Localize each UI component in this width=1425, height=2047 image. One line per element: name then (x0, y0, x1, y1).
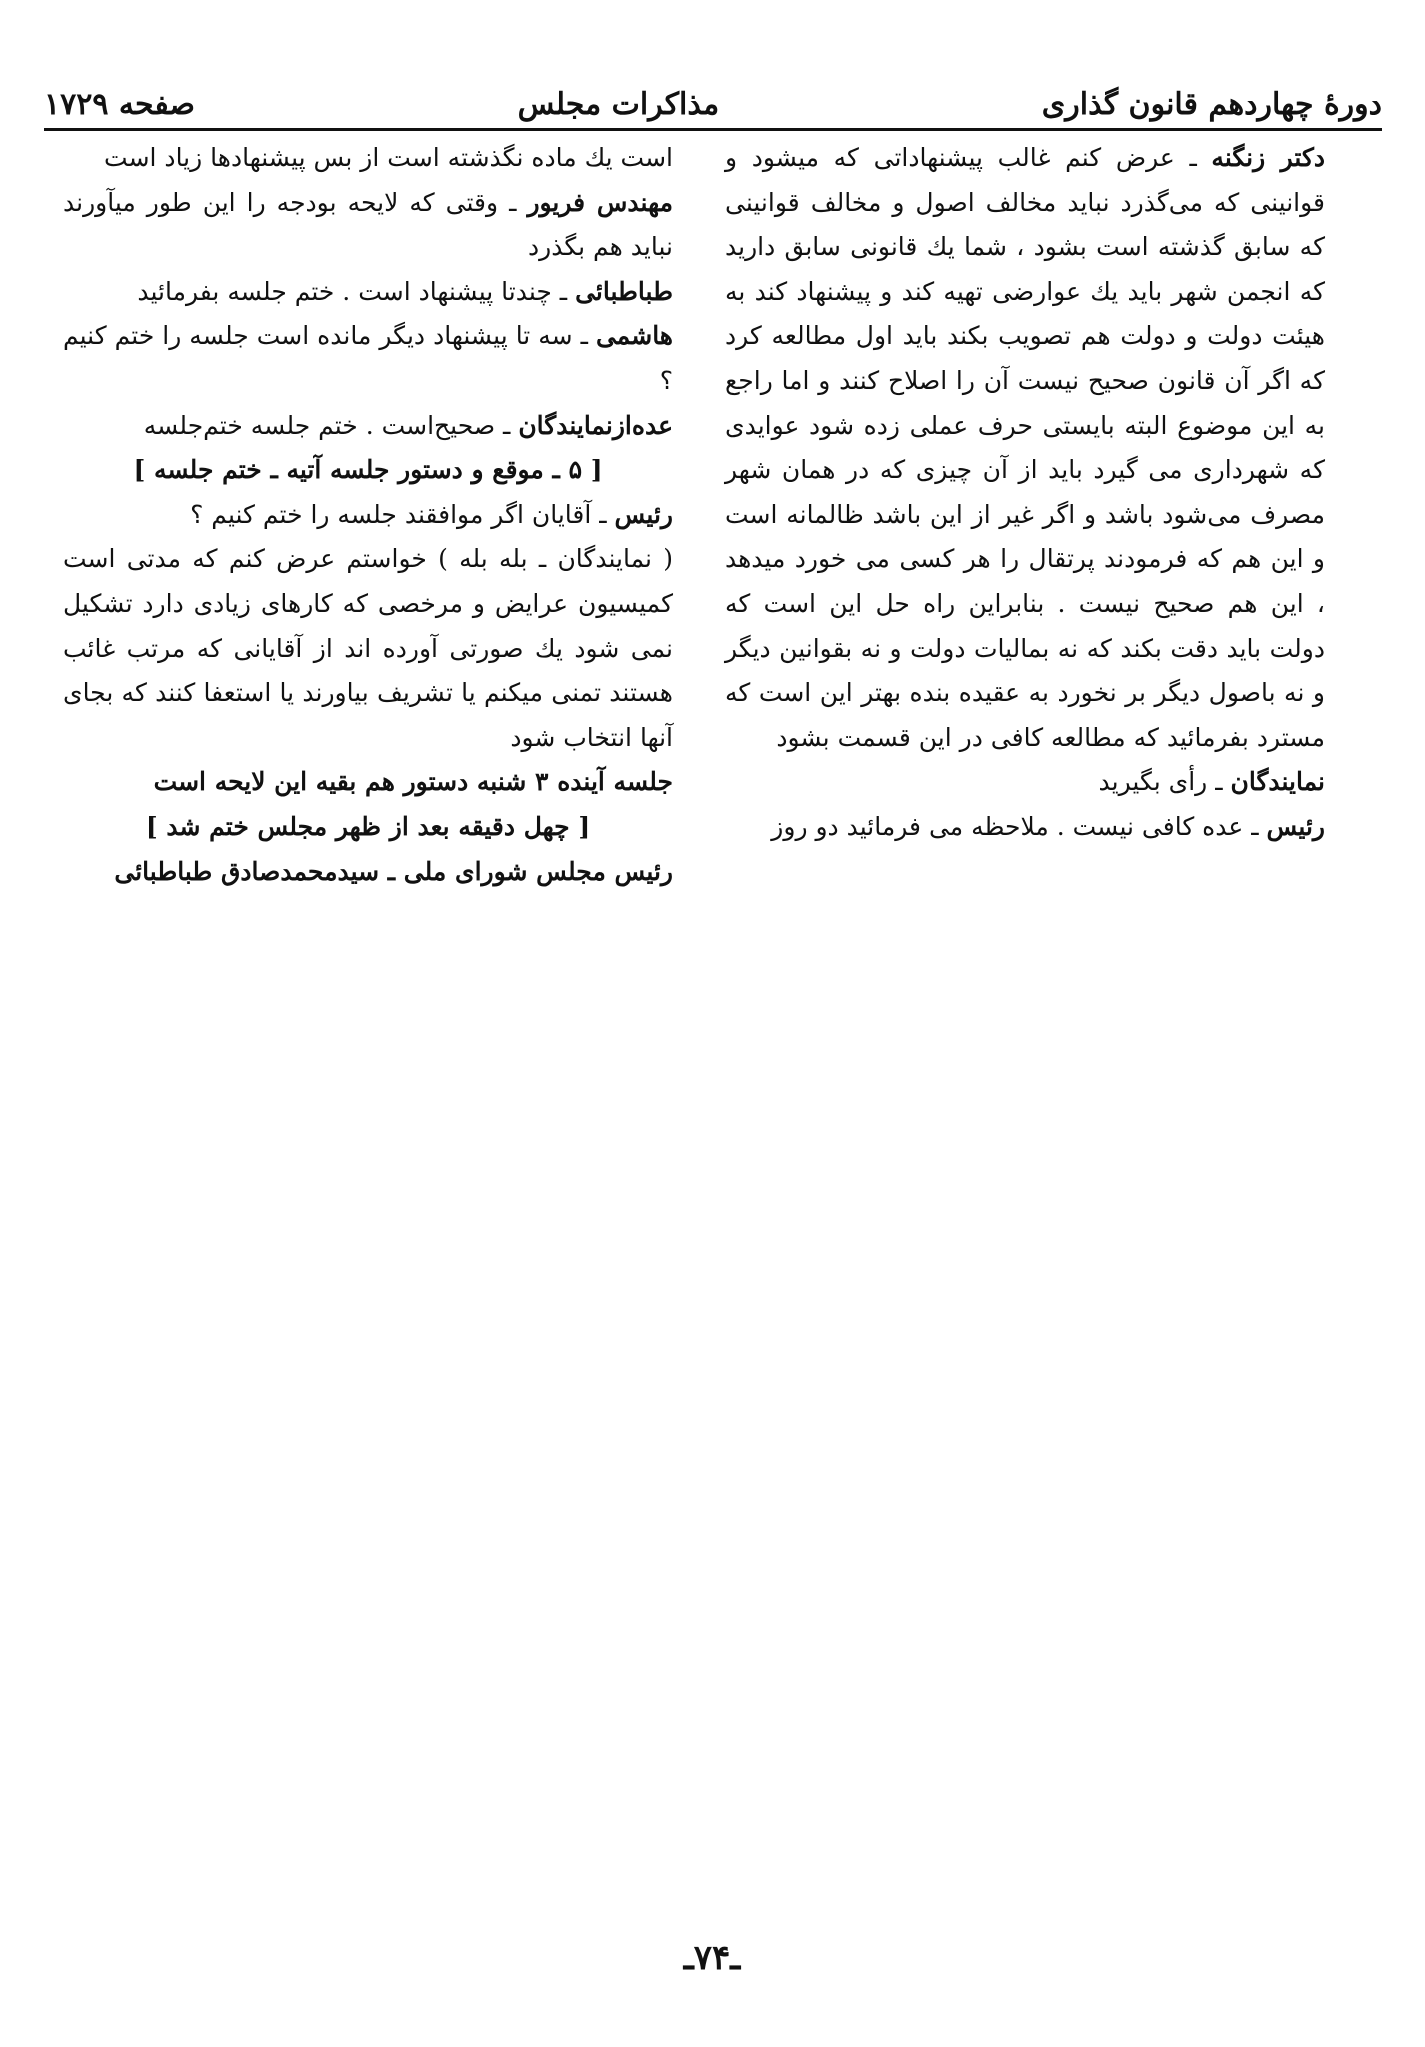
speech-text: ( نمایندگان ـ بله بله ) خواستم عرض کنم که مدتی است کمیسیون عرایض و مرخصی که کارهای زیادی دارد تشکیل نمی شود یك صورتی آورده اند از آقایانی که مرتب غائب هستند تمنی میکنم یا تشریف بیاورند یا استعفا کنند که بجای آنها انتخاب شود (63, 544, 673, 752)
next-session-line: جلسه آینده ۳ شنبه دستور هم بقیه این لایحه است (153, 767, 673, 797)
paragraph (725, 760, 1325, 805)
paragraph (63, 270, 673, 315)
paragraph (63, 136, 673, 181)
speaker-name: مهندس فریور (527, 187, 674, 217)
speaker-name: هاشمی (595, 321, 673, 351)
speech-text: ـ وقتی که لایحه بودجه را این طور میآورند نباید هم بگذرد (63, 187, 673, 262)
speaker-name: دکتر زنگنه (1211, 143, 1325, 172)
speaker-name: نمایندگان (1230, 767, 1325, 797)
speech-text: ـ عرض کنم غالب پیشنهاداتی که میشود و قوانینی که می‌گذرد نباید مخالف اصول و مخالف قوانینی که سابق گذشته است بشود ، شما یك قانونی سابق دارید که انجمن شهر باید یك عوارضی تهیه کند و پیشنهاد کند به هیئت دولت و دولت هم تصویب بکند باید اول مطالعه کرد که اگر آن قانون صحیح نیست آن را اصلاح کنند و اما راجع به این موضوع البته بایستی حرف عملی زده شود عوایدی که شهرداری می گیرد باید از آن چیزی که در همان شهر مصرف می‌شود باشد و اگر غیر از این باشد ظالمانه است و این هم که فرمودند پرتقال را هر کسی می خورد میدهد ، این هم صحیح نیست . بنابراین راه حل این است که دولت باید دقت بکند که نه بمالیات دولت و نه بقوانین دیگر و نه باصول دیگر بر نخورد به عقیده بنده بهتر این است که مسترد بفرمائید که مطالعه کافی در این قسمت بشود (725, 143, 1325, 752)
left-column (63, 136, 673, 894)
speaker-name: عده‌ازنمایندگان (518, 410, 673, 440)
section-heading: [ ۵ ـ موقع و دستور جلسه آتیه ـ ختم جلسه ] (133, 455, 603, 485)
paragraph (63, 404, 673, 449)
speaker-name: رئیس (1266, 811, 1325, 841)
speaker-name: طباطبائی (575, 276, 673, 306)
paragraph (725, 136, 1325, 760)
header-series: دورۀ چهاردهم قانون گذاری (1041, 86, 1382, 122)
paragraph (63, 181, 673, 270)
speech-text: ـ سه تا پیشنهاد دیگر مانده است جلسه را ختم کنیم ؟ (63, 321, 673, 395)
closing-line: [ چهل دقیقه بعد از ظهر مجلس ختم شد ] (145, 811, 591, 841)
paragraph (63, 314, 673, 403)
page-number: ـ۷۴ـ (683, 1938, 741, 1978)
header-rule (44, 128, 1382, 131)
header-page: صفحه ۱۷۲۹ (44, 86, 196, 122)
paragraph (63, 493, 673, 538)
signature-line: رئیس مجلس شورای ملی ـ سیدمحمدصادق طباطبائی (114, 856, 673, 886)
speech-text: ـ صحیح‌است . ختم جلسه ختم‌جلسه (143, 410, 519, 440)
header-title: مذاکرات مجلس (517, 86, 720, 122)
speech-text: است یك ماده نگذشته است از بس پیشنهادها زیاد است (104, 143, 673, 172)
speech-text: ـ چندتا پیشنهاد است . ختم جلسه بفرمائید (137, 276, 576, 306)
paragraph (725, 805, 1325, 850)
page-header (44, 84, 1382, 124)
paragraph (63, 537, 673, 760)
speech-text: ـ عده کافی نیست . ملاحظه می فرمائید دو روز (771, 811, 1267, 841)
speech-text: ـ رأی بگیرید (1098, 767, 1231, 797)
speaker-name: رئیس (614, 499, 673, 529)
speech-text: ـ آقایان اگر موافقند جلسه را ختم کنیم ؟ (190, 499, 615, 529)
right-column (725, 136, 1325, 850)
